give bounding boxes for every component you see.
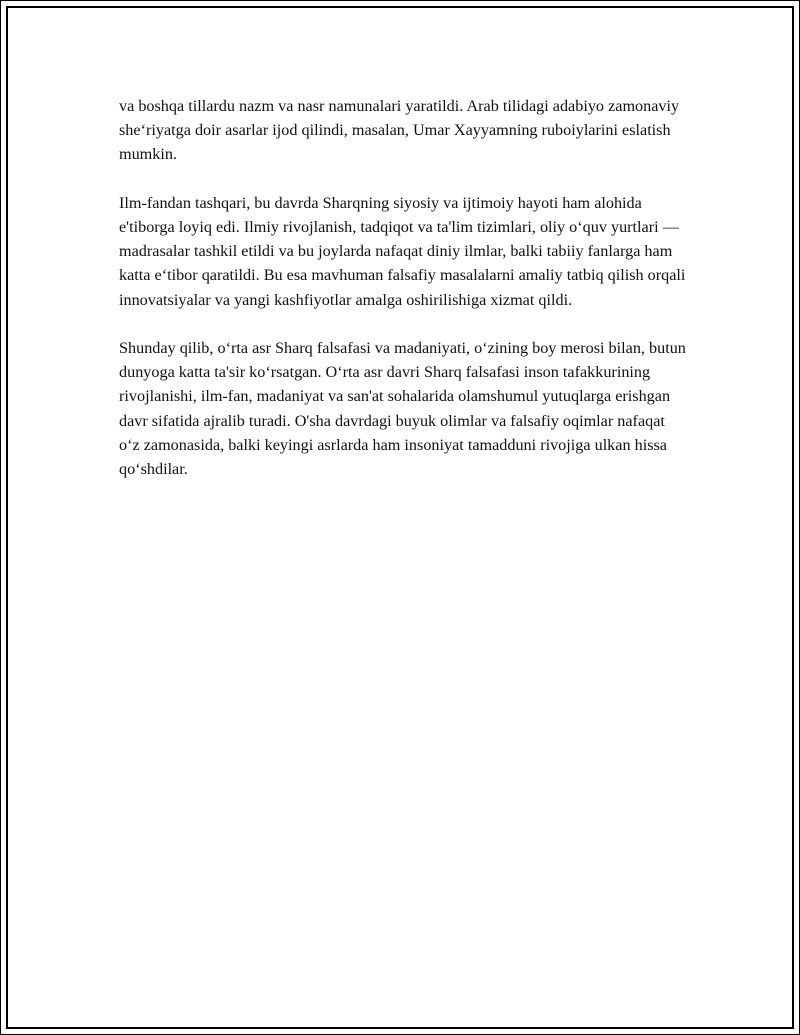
paragraph-1: va boshqa tillardu nazm va nasr namunalari yaratildi. Arab tilidagi adabiyo zamonaviy she‘riyatga doir asarlar ijod qilindi, masalan, Umar Xayyamning ruboiylarini eslatish mumkin.: [119, 97, 680, 164]
paragraph-2: Ilm-fandan tashqari, bu davrda Sharqning siyosiy va ijtimoiy hayoti ham alohida e'tiborga loyiq edi. Ilmiy rivojlanish, tadqiqot va ta'lim tizimlari, oliy o‘quv yurtlari — madrasalar tashkil etildi va bu joylarda nafaqat diniy ilmlar, balki tabiiy fanlarga ham katta e‘tibor qaratildi. Bu esa mavhuman falsafiy masalalarni amaliy tatbiq qilish orqali innovatsiyalar va yangi kashfiyotlar amalga oshirilishiga xizmat qildi.: [119, 193, 686, 309]
document-body: [119, 94, 689, 505]
paragraph-3: Shunday qilib, o‘rta asr Sharq falsafasi va madaniyati, o‘zining boy merosi bilan, butun dunyoga katta ta'sir ko‘rsatgan. O‘rta asr davri Sharq falsafasi inson tafakkurining rivojlanishi, ilm-fan, madaniyat va san'at sohalarida olamshumul yutuqlarga erishgan davr sifatida ajralib turadi. O'sha davrdagi buyuk olimlar va falsafiy oqimlar nafaqat o‘z zamonasida, balki keyingi asrlarda ham insoniyat tamadduni rivojiga ulkan hissa qo‘shdilar.: [119, 339, 686, 479]
